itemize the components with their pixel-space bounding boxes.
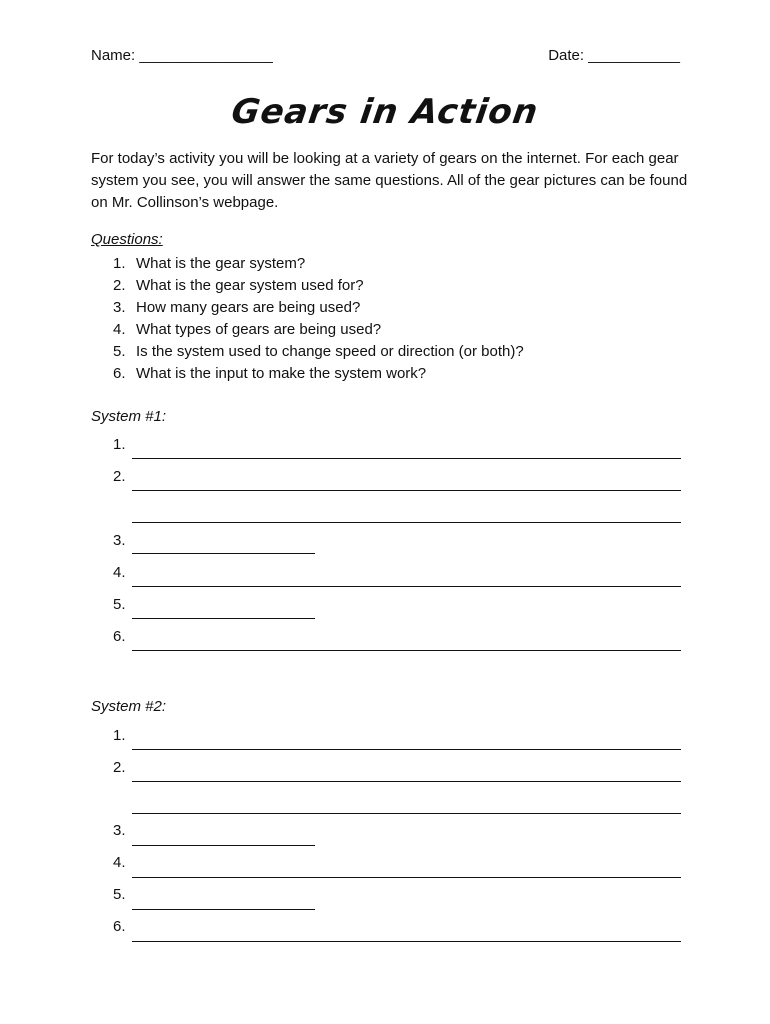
question-number: 4. bbox=[113, 321, 126, 338]
question-text: What is the gear system used for? bbox=[136, 277, 364, 294]
question-number: 6. bbox=[113, 365, 126, 382]
question-item bbox=[113, 297, 524, 319]
answer-number: 4. bbox=[113, 854, 126, 871]
question-item bbox=[113, 275, 524, 297]
answer-line[interactable] bbox=[132, 650, 681, 651]
answer-line[interactable] bbox=[132, 553, 315, 554]
question-text: What is the input to make the system work? bbox=[136, 365, 427, 382]
answer-number: 3. bbox=[113, 822, 126, 839]
answer-line[interactable] bbox=[132, 941, 681, 942]
date-field[interactable]: Date: ___________ bbox=[548, 47, 680, 64]
question-number: 1. bbox=[113, 255, 126, 272]
system-2-heading: System #2: bbox=[91, 698, 167, 715]
header-row bbox=[91, 47, 680, 69]
answer-number: 6. bbox=[113, 628, 126, 645]
name-field[interactable]: Name: ________________ bbox=[91, 47, 273, 64]
answer-line[interactable] bbox=[132, 845, 315, 846]
question-item bbox=[113, 253, 524, 275]
question-number: 5. bbox=[113, 343, 126, 360]
question-text: How many gears are being used? bbox=[136, 299, 361, 316]
question-item bbox=[113, 363, 524, 385]
question-text: What types of gears are being used? bbox=[136, 321, 382, 338]
question-item bbox=[113, 319, 524, 341]
answer-line[interactable] bbox=[132, 458, 681, 459]
answer-line[interactable] bbox=[132, 618, 315, 619]
answer-number: 6. bbox=[113, 918, 126, 935]
question-number: 2. bbox=[113, 277, 126, 294]
answer-number: 1. bbox=[113, 727, 126, 744]
question-text: Is the system used to change speed or direction (or both)? bbox=[136, 343, 524, 360]
answer-number: 5. bbox=[113, 886, 126, 903]
answer-number: 2. bbox=[113, 759, 126, 776]
page-title: Gears in Action bbox=[229, 92, 541, 132]
answer-number: 5. bbox=[113, 596, 126, 613]
answer-line[interactable] bbox=[132, 877, 681, 878]
system-1-heading: System #1: bbox=[91, 408, 167, 425]
answer-line[interactable] bbox=[132, 909, 315, 910]
answer-line[interactable] bbox=[132, 586, 681, 587]
questions-heading: Questions: bbox=[91, 231, 163, 248]
questions-list bbox=[113, 253, 524, 385]
answer-number: 2. bbox=[113, 468, 126, 485]
question-number: 3. bbox=[113, 299, 126, 316]
answer-number: 4. bbox=[113, 564, 126, 581]
answer-line[interactable] bbox=[132, 813, 681, 814]
answer-line[interactable] bbox=[132, 490, 681, 491]
answer-number: 3. bbox=[113, 532, 126, 549]
answer-line[interactable] bbox=[132, 749, 681, 750]
question-text: What is the gear system? bbox=[136, 255, 306, 272]
answer-line[interactable] bbox=[132, 522, 681, 523]
answer-number: 1. bbox=[113, 436, 126, 453]
intro-paragraph: For today’s activity you will be looking at a variety of gears on the internet. For each gear system you see, you will answer the same questions. All of the gear pictures can be found on Mr. Collinson’s webpage. bbox=[91, 150, 688, 211]
question-item bbox=[113, 341, 524, 363]
answer-line[interactable] bbox=[132, 781, 681, 782]
